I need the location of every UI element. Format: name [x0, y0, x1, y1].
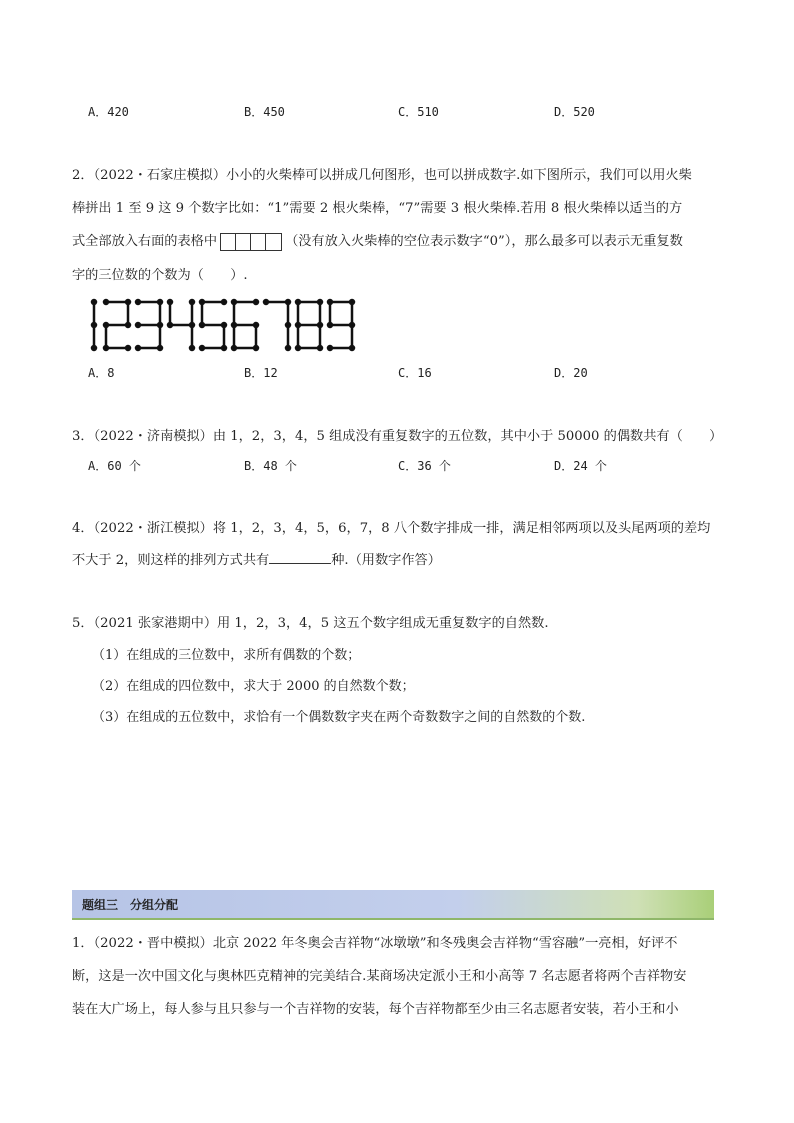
- q2-option-b: B．12: [244, 366, 278, 380]
- q2-text-line4: 字的三位数的个数为（ ）.: [72, 268, 248, 283]
- q2-text-line3b: （没有放入火柴棒的空位表示数字“0”），那么最多可以表示无重复数: [285, 234, 683, 249]
- s3q1-text-line1: 1．（2022・晋中模拟）北京 2022 年冬奥会吉祥物“冰墩墩”和冬残奥会吉祥物“雪容融”一亮相，好评不: [72, 936, 678, 951]
- matchstick-digit-8: [296, 300, 322, 350]
- q2-text-line1: 2．（2022・石家庄模拟）小小的火柴棒可以拼成几何图形，也可以拼成数字.如下图所示，我们可以用火柴: [72, 168, 692, 183]
- q1-option-c: C．510: [398, 105, 439, 119]
- matchstick-digit-5: [200, 300, 226, 350]
- q3-text-line1: 3．（2022・济南模拟）由 1，2，3，4，5 组成没有重复数字的五位数，其中小于 50000 的偶数共有（ ）: [72, 429, 723, 444]
- q3-option-d: D．24 个: [554, 459, 607, 473]
- q3-option-b: B．48 个: [244, 459, 297, 473]
- matchstick-digit-1: [92, 300, 96, 350]
- matchstick-digit-6: [232, 300, 258, 350]
- matchstick-digit-3: [136, 300, 162, 350]
- q5-text-line1: 5．（2021 张家港期中）用 1，2，3，4，5 这五个数字组成无重复数字的自然数.: [72, 616, 549, 631]
- q4-text-line2b: 种.（用数字作答）: [331, 553, 441, 568]
- matchstick-digit-9: [328, 300, 354, 350]
- q2-text-line3: [72, 230, 724, 251]
- q2-option-d: D．20: [554, 366, 588, 380]
- matchstick-digits-figure: [88, 296, 388, 356]
- q4-text-line2: [72, 549, 724, 568]
- q3-option-a: A．60 个: [88, 459, 141, 473]
- q2-text-line2: 棒拼出 1 至 9 这 9 个数字比如：“1”需要 2 根火柴棒，“7”需要 3 根火柴棒.若用 8 根火柴棒以适当的方: [72, 201, 683, 216]
- section-title: 题组三 分组分配: [82, 898, 179, 912]
- q4-text-line1: 4．（2022・浙江模拟）将 1，2，3，4，5，6，7，8 八个数字排成一排，满足相邻两项以及头尾两项的差均: [72, 521, 711, 536]
- q2-text-line3a: 式全部放入右面的表格中: [72, 234, 218, 249]
- q5-sub2: （2）在组成的四位数中，求大于 2000 的自然数个数；: [92, 679, 415, 694]
- matchstick-digit-2: [104, 300, 130, 350]
- q2-option-a: A．8: [88, 366, 115, 380]
- q3-option-c: C．36 个: [398, 459, 451, 473]
- q4-text-line2a: 不大于 2，则这样的排列方式共有: [72, 553, 270, 568]
- q5-sub1: （1）在组成的三位数中，求所有偶数的个数；: [92, 648, 361, 663]
- q1-option-a: A．420: [88, 105, 129, 119]
- q1-option-d: D．520: [554, 105, 595, 119]
- s3q1-text-line2: 断，这是一次中国文化与奥林匹克精神的完美结合.某商场决定派小王和小高等 7 名志愿者将两个吉祥物安: [72, 969, 687, 984]
- answer-blank: [269, 551, 331, 564]
- s3q1-text-line3: 装在大广场上，每人参与且只参与一个吉祥物的安装，每个吉祥物都至少由三名志愿者安装，若小王和小: [72, 1002, 679, 1017]
- q5-sub3: （3）在组成的五位数中，求恰有一个偶数数字夹在两个奇数数字之间的自然数的个数.: [92, 710, 586, 725]
- q2-option-c: C．16: [398, 366, 432, 380]
- four-cell-table: [220, 233, 282, 251]
- matchstick-digit-4: [168, 300, 194, 350]
- q1-option-b: B．450: [244, 105, 285, 119]
- matchstick-digit-7: [264, 300, 290, 350]
- section-header-bar: [72, 890, 714, 920]
